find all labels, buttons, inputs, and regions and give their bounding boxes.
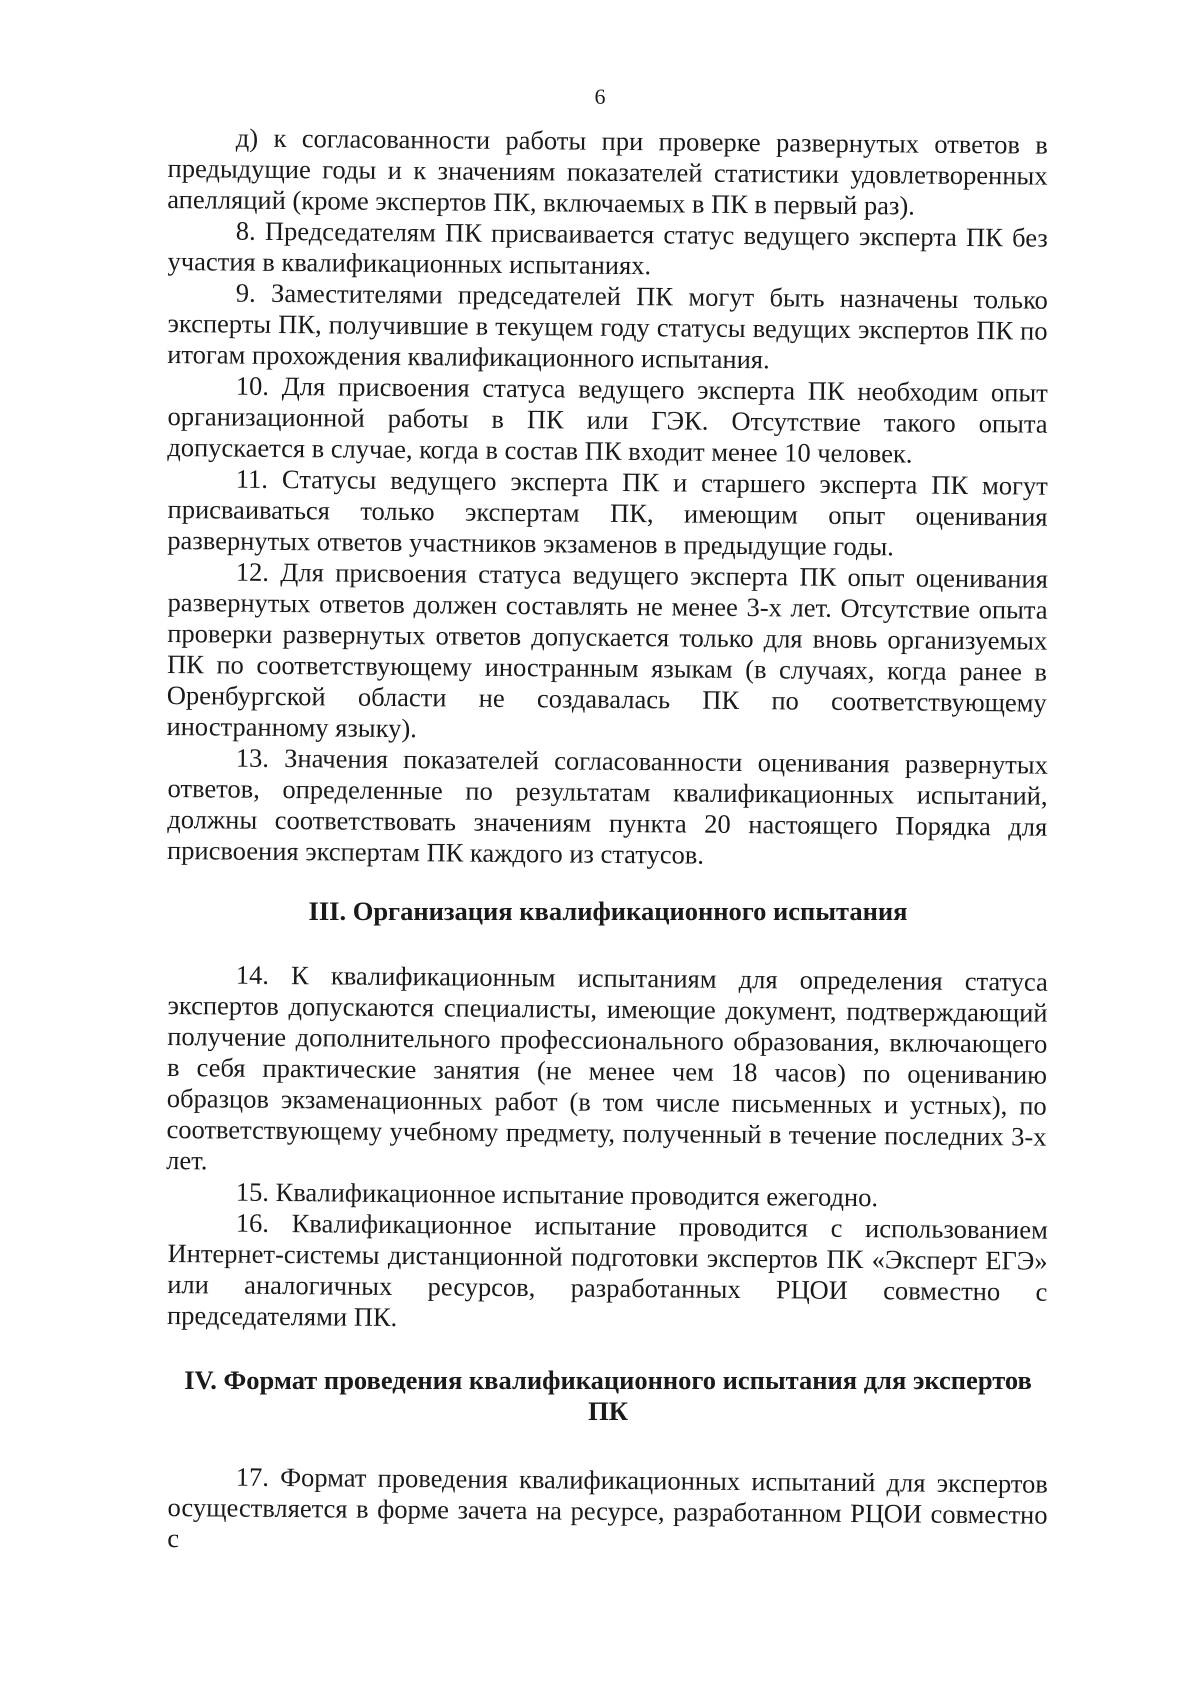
paragraph-10: 10. Для присвоения статуса ведущего эксперта ПК необходим опыт организационной работы в ПК или ГЭК. Отсутствие такого опыта допускается в случае, когда в состав ПК входит менее 10 человек. [167,370,1048,469]
paragraph-8: 8. Председателям ПК присваивается статус ведущего эксперта ПК без участия в квалификационных испытаниях. [167,215,1048,281]
section-3-heading: III. Организация квалификационного испытания [308,896,908,926]
page-number: 6 [594,84,606,109]
paragraph-11: 11. Статусы ведущего эксперта ПК и старшего эксперта ПК могут присваиваться только экспертам ПК, имеющим опыт оценивания развернутых ответов участников экзаменов в предыдущие годы. [167,463,1048,562]
paragraph-17: 17. Формат проведения квалификационных испытаний для экспертов осуществляется в форме зачета на ресурсе, разработанном РЦОИ совместно с [167,1461,1048,1554]
paragraph-13: 13. Значения показателей согласованности оценивания развернутых ответов, определенные по результатам квалификационных испытаний, должны соответствовать значениям пункта 20 настоящего Порядка для присвоения экспертам ПК каждого из статусов. [166,742,1048,870]
document-body [168,122,1048,1554]
paragraph-9: 9. Заместителями председателей ПК могут быть назначены только эксперты ПК, получившие в текущем году статусы ведущих экспертов ПК по итогам прохождения квалификационного испытания. [167,277,1048,375]
paragraph-d: д) к согласованности работы при проверке развернутых ответов в предыдущие годы и к значениям показателей статистики удовлетворенных апелляций (кроме экспертов ПК, включаемых в ПК в первый раз). [167,122,1048,221]
paragraph-16: 16. Квалификационное испытание проводится с использованием Интернет-системы дистанционной подготовки экспертов ПК «Эксперт ЕГЭ» или аналогичных ресурсов, разработанных РЦОИ совместно с председателями ПК. [166,1207,1048,1333]
paragraph-15: 15. Квалификационное испытание проводится ежегодно. [235,1176,879,1213]
section-4-heading: IV. Формат проведения квалификационного испытания для экспертов ПК [184,1365,1032,1426]
paragraph-14: 14. К квалификационным испытаниям для определения статуса экспертов допускаются специалисты, имеющие документ, подтверждающий получение дополнительного профессионального образования, включающего в себя практические занятия (не менее чем 18 часов) по оцениванию образцов экзаменационных работ (в том числе письменных и устных), по соответствующему учебному предмету, полученный в течение последних 3-х лет. [166,959,1048,1176]
paragraph-12: 12. Для присвоения статуса ведущего эксперта ПК опыт оценивания развернутых ответов должен составлять не менее 3-х лет. Отсутствие опыта проверки развернутых ответов допускается только для вновь организуемых ПК по соответствующему иностранным языкам (в случаях, когда ранее в Оренбургской области не создавалась ПК по соответствующему иностранному языку). [166,556,1048,744]
